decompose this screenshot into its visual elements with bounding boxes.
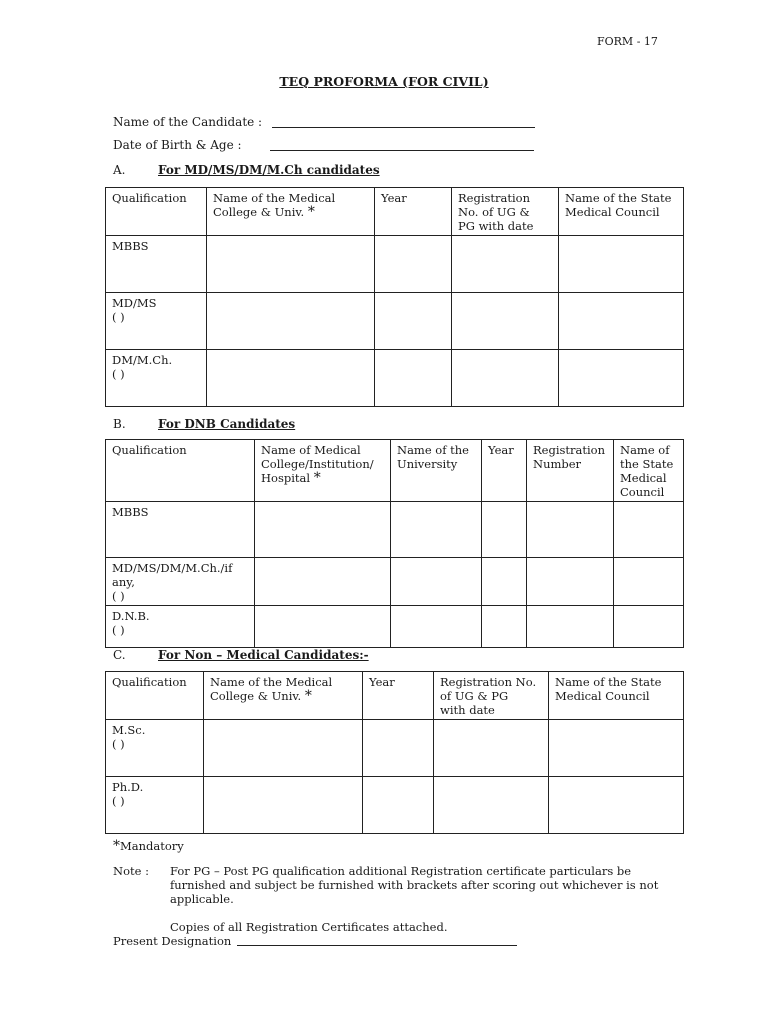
header-cell [207,188,375,236]
form-title: TEQ PROFORMA (FOR CIVIL) [279,74,489,89]
input-cell[interactable] [559,236,684,293]
section-b-table [105,439,684,648]
input-cell[interactable] [434,777,549,834]
input-cell[interactable] [255,558,391,606]
header-cell: Registration Number [527,440,614,502]
section-a-title: For MD/MS/DM/M.Ch candidates [158,163,380,177]
header-cell: Year [363,672,434,720]
input-cell[interactable] [614,606,684,648]
input-cell[interactable] [391,558,482,606]
input-cell[interactable] [363,720,434,777]
input-cell[interactable] [391,606,482,648]
table-row [106,293,684,350]
header-cell: Registration No. of UG & PG with date [434,672,549,720]
section-c-title: For Non – Medical Candidates:- [158,648,369,662]
input-cell[interactable] [614,502,684,558]
input-cell[interactable] [527,558,614,606]
candidate-name-label: Name of the Candidate : [113,115,263,129]
table-row [106,777,684,834]
header-cell: Name of the State Medical Council [614,440,684,502]
input-cell[interactable] [375,293,452,350]
input-cell[interactable] [204,777,363,834]
header-cell [204,672,363,720]
input-cell[interactable] [549,777,684,834]
form-number: FORM - 17 [597,35,658,48]
present-designation-label: Present Designation [113,934,232,948]
header-cell: Qualification [106,672,204,720]
header-cell: Registration No. of UG & PG with date [452,188,559,236]
header-cell: Name of the State Medical Council [549,672,684,720]
section-c-letter: C. [113,648,126,662]
input-cell[interactable] [452,293,559,350]
table-header-row [106,440,684,502]
input-cell[interactable] [559,350,684,407]
section-b-letter: B. [113,417,126,431]
note-text: For PG – Post PG qualification additional Registration certificate particulars be furnished and subject be furnished with brackets after scoring out whichever is not applicable. [170,864,659,906]
table-row [106,350,684,407]
table-header-row [106,672,684,720]
input-cell[interactable] [375,350,452,407]
header-cell: Year [375,188,452,236]
mandatory-star: * [313,470,321,486]
mandatory-text: Mandatory [120,839,184,853]
mandatory-star: * [113,838,120,854]
mandatory-star: * [307,204,315,220]
header-label: Name of Medical College/Institution/ Hospital [261,443,374,485]
input-cell[interactable] [559,293,684,350]
input-cell[interactable] [614,558,684,606]
input-cell[interactable] [207,236,375,293]
qualification-cell: MBBS [106,236,207,293]
qualification-cell: Ph.D. ( ) [106,777,204,834]
mandatory-star: * [304,688,312,704]
qualification-cell: MD/MS/DM/M.Ch./if any, ( ) [106,558,255,606]
input-cell[interactable] [207,350,375,407]
table-row [106,720,684,777]
header-label: Name of the Medical College & Univ. [213,191,336,219]
qualification-cell: MD/MS ( ) [106,293,207,350]
present-designation-field[interactable] [237,945,517,946]
table-row [106,558,684,606]
candidate-name-field[interactable] [272,127,535,128]
table-header-row [106,188,684,236]
input-cell[interactable] [482,558,527,606]
mandatory-note [113,839,184,853]
qualification-cell: D.N.B. ( ) [106,606,255,648]
dob-age-label: Date of Birth & Age : [113,138,242,152]
qualification-cell: DM/M.Ch. ( ) [106,350,207,407]
qualification-cell: MBBS [106,502,255,558]
note-label: Note : [113,864,149,878]
input-cell[interactable] [482,502,527,558]
input-cell[interactable] [204,720,363,777]
section-a-letter: A. [113,163,126,177]
input-cell[interactable] [549,720,684,777]
header-cell [255,440,391,502]
input-cell[interactable] [255,502,391,558]
section-a-table [105,187,684,407]
input-cell[interactable] [363,777,434,834]
header-cell: Year [482,440,527,502]
input-cell[interactable] [482,606,527,648]
header-cell: Qualification [106,188,207,236]
input-cell[interactable] [434,720,549,777]
input-cell[interactable] [527,606,614,648]
input-cell[interactable] [207,293,375,350]
table-row [106,236,684,293]
header-cell: Qualification [106,440,255,502]
header-label: Name of the Medical College & Univ. [210,675,333,703]
input-cell[interactable] [452,236,559,293]
input-cell[interactable] [527,502,614,558]
section-c-table [105,671,684,834]
table-row [106,502,684,558]
header-cell: Name of the University [391,440,482,502]
header-cell: Name of the State Medical Council [559,188,684,236]
input-cell[interactable] [255,606,391,648]
copies-text: Copies of all Registration Certificates attached. [170,920,448,934]
input-cell[interactable] [375,236,452,293]
section-b-title: For DNB Candidates [158,417,296,431]
qualification-cell: M.Sc. ( ) [106,720,204,777]
table-row [106,606,684,648]
input-cell[interactable] [391,502,482,558]
input-cell[interactable] [452,350,559,407]
dob-age-field[interactable] [270,150,534,151]
